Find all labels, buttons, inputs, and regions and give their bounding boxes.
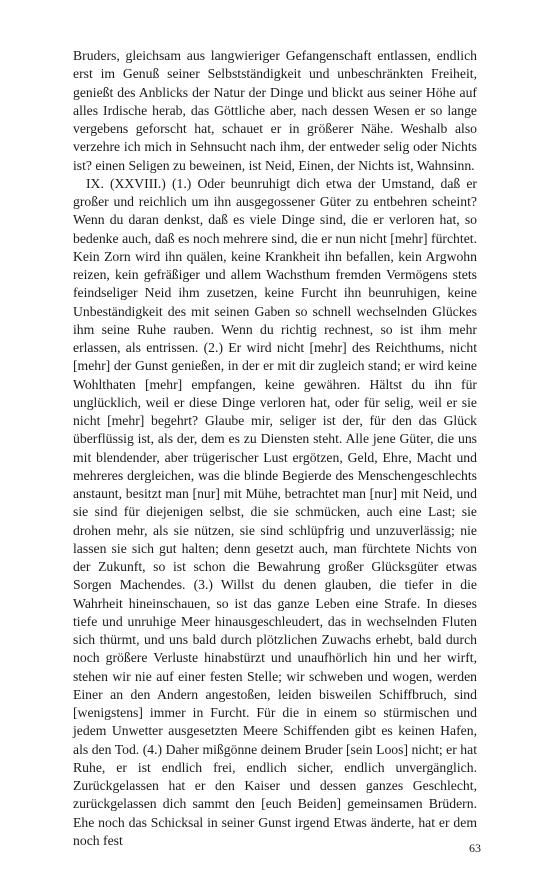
page-number: 63 [469,841,481,855]
paragraph-chapter-ix: IX. (XXVIII.) (1.) Oder beunruhigt dich etwa der Umstand, daß er großer und reichlich um ihn ausgegossener Güter zu entbehren scheint? Wenn du daran denkst, daß es viele Dinge sind, die er verloren hat, so bedenke auch, daß es noch mehrere sind, die er nun nicht [mehr] fürchtet. Kein Zorn wird ihn quälen, keine Krankheit ihn befallen, kein Argwohn reizen, kein gefräßiger und allem Wachsthum fremden Vermögens stets feindseliger Neid ihm zusetzen, keine Furcht ihn beunruhigen, keine Unbeständigkeit des mit seinen Gaben so schnell wechselnden Glückes ihm seine Ruhe rauben. Wenn du richtig rechnest, so ist ihm mehr erlassen, als entrissen. (2.) Er wird nicht [mehr] des Reichthums, nicht [mehr] der Gunst genießen, in der er mit dir zugleich stand; er wird keine Wohlthaten [mehr] empfangen, keine gewähren. Hältst du ihn für unglücklich, weil er diese Dinge verloren hat, oder für selig, weil er sie nicht [mehr] begehrt? Glaube mir, seliger ist der, für den das Glück überflüssig ist, als der, dem es zu Diensten steht. Alle jene Güter, die uns mit blendender, aber trügerischer Lust ergötzen, Geld, Ehre, Macht und mehreres dergleichen, was die blinde Begierde des Menschengeschlechts anstaunt, besitzt man [nur] mit Mühe, betrachtet man [nur] mit Neid, und sie sind für diejenigen selbst, die sie schmücken, auch eine Last; sie drohen mehr, als sie nützen, sie sind schlüpfrig und unzuverlässig; nie lassen sie sich gut halten; denn gesetzt auch, man fürchtete Nichts von der Zukunft, so ist schon die Bewahrung großer Glücksgüter etwas Sorgen Machendes. (3.) Willst du denen glauben, die tiefer in die Wahrheit hineinschauen, so ist das ganze Leben eine Strafe. In dieses tiefe und unruhige Meer hinausgeschleudert, das in wechselnden Fluten sich thürmt, und uns bald durch plötzlichen Zuwachs erhebt, bald durch noch größere Verluste hinabstürzt und unaufhörlich hin und her wirft, stehen wir nie auf einer festen Stelle; wir schweben und wogen, werden Einer an den Andern angestoßen, leiden bisweilen Schiffbruch, sind [wenigstens] immer in Furcht. Für die in einem so stürmischen und jedem Unwetter ausgesetzten Meere Schiffenden gibt es keinen Hafen, als den Tod. (4.) Daher mißgönne deinem Bruder [sein Loos] nicht; er hat Ruhe, er ist endlich frei, endlich sicher, endlich unvergänglich. Zurückgelassen hat er den Kaiser und dessen ganzes Geschlecht, zurückgelassen dich sammt den [euch Beiden] gemeinsamen Brüdern. Ehe noch das Schicksal in seiner Gunst irgend Etwas änderte, hat er dem noch fest [73,175,477,848]
paragraph-continuation: Bruders, gleichsam aus langwieriger Gefangenschaft entlassen, endlich erst im Genuß seiner Selbstständigkeit und unbeschränkten Freiheit, genießt des Anblicks der Natur der Dinge und blickt aus seiner Höhe auf alles Irdische herab, das Göttliche aber, nach dessen Wesen er so lange vergebens geforscht hat, schauet er in größerer Nähe. Weshalb also verzehre ich mich in Sehnsucht nach ihm, der entweder selig oder Nichts ist? einen Seligen zu beweinen, ist Neid, Einen, der Nichts ist, Wahnsinn. [73,48,477,173]
book-page [73,47,481,855]
